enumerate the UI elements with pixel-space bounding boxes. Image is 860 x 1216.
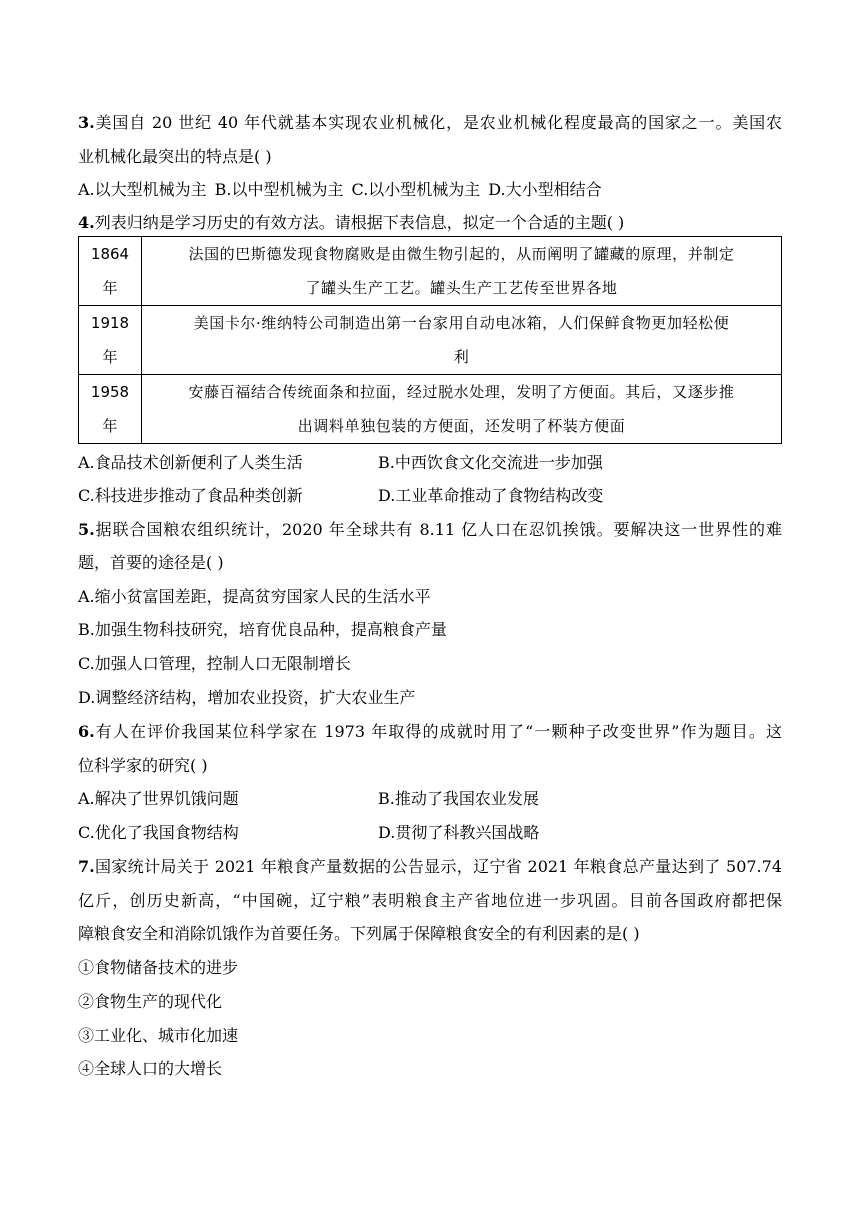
question-4-option-d: D.工业革命推动了食物结构改变 [378, 486, 604, 505]
description-line-1: 美国卡尔·维纳特公司制造出第一台家用自动电冰箱，人们保鲜食物更加轻松便 [193, 314, 730, 332]
question-3-stem-line-2: 业机械化最突出的特点是( ) [78, 147, 272, 166]
question-4-stem [78, 213, 782, 233]
question-6-option-d: D.贯彻了科教兴国战略 [378, 823, 540, 842]
question-7-stem-line-3: 障粮食安全和消除饥饿作为首要任务。下列属于保障粮食安全的有利因素的是( ) [78, 924, 640, 943]
question-4-text: 列表归纳是学习历史的有效方法。请根据下表信息，拟定一个合适的主题( ) [94, 213, 625, 232]
description-line-1: 法国的巴斯德发现食物腐败是由微生物引起的，从而阐明了罐藏的原理，并制定 [188, 245, 735, 263]
question-3-stem-line-1 [78, 113, 782, 133]
question-7-item-4: ④全球人口的大增长 [78, 1059, 223, 1078]
question-3-options [78, 180, 782, 200]
question-7-item-1: ①食物储备技术的进步 [78, 958, 239, 977]
year-number: 1864 [90, 245, 130, 263]
question-7-text-1: 国家统计局关于 2021 年粮食产量数据的公告显示，辽宁省 2021 年粮食总产量达到了 507.74 [94, 857, 782, 876]
question-3-number: 3. [78, 113, 95, 132]
question-6-text-1: 有人在评价我国某位科学家在 1973 年取得的成就时用了“一颗种子改变世界”作为题目。这 [94, 722, 782, 741]
question-6-number: 6. [78, 722, 95, 741]
description-line-2: 了罐头生产工艺。罐头生产工艺传至世界各地 [305, 279, 618, 297]
question-4-options-row-1 [78, 453, 782, 473]
question-6-stem-line-1 [78, 722, 782, 742]
question-5-stem-line-1 [78, 520, 782, 540]
table-year-cell [79, 237, 142, 306]
history-info-table [78, 236, 782, 444]
table-row [79, 375, 782, 444]
table-year-cell [79, 306, 142, 375]
table-year-cell [79, 375, 142, 444]
year-unit: 年 [102, 279, 118, 297]
table-description-cell [142, 237, 782, 306]
question-4-options-row-2 [78, 486, 782, 506]
question-5-stem-line-2: 题，首要的途径是( ) [78, 553, 224, 572]
description-line-1: 安藤百福结合传统面条和拉面，经过脱水处理，发明了方便面。其后，又逐步推 [188, 383, 735, 401]
year-unit: 年 [102, 417, 118, 435]
table-description-cell [142, 306, 782, 375]
question-3-option-b: B.以中型机械为主 [214, 180, 344, 199]
question-6-option-b: B.推动了我国农业发展 [378, 789, 539, 808]
question-5-option-b: B.加强生物科技研究，培育优良品种，提高粮食产量 [78, 620, 447, 639]
question-7-item-2: ②食物生产的现代化 [78, 992, 223, 1011]
question-6-option-a: A.解决了世界饥饿问题 [78, 789, 239, 808]
question-3-option-c: C.以小型机械为主 [351, 180, 481, 199]
question-3-option-a: A.以大型机械为主 [78, 180, 207, 199]
question-6-options-row-1 [78, 789, 782, 809]
question-7-stem-line-2: 亿斤，创历史新高，“中国碗，辽宁粮”表明粮食主产省地位进一步巩固。目前各国政府都把保 [78, 891, 782, 910]
question-4-option-c: C.科技进步推动了食品种类创新 [78, 486, 303, 505]
question-4-option-b: B.中西饮食文化交流进一步加强 [378, 453, 603, 472]
question-5-option-d: D.调整经济结构，增加农业投资，扩大农业生产 [78, 688, 416, 707]
question-3-option-d: D.大小型相结合 [488, 180, 602, 199]
table-row [79, 306, 782, 375]
description-line-2: 出调料单独包装的方便面，还发明了杯装方便面 [297, 417, 626, 435]
year-unit: 年 [102, 348, 118, 366]
question-4-number: 4. [78, 213, 95, 232]
year-number: 1918 [90, 314, 130, 332]
year-number: 1958 [90, 383, 130, 401]
question-3-text-1: 美国自 20 世纪 40 年代就基本实现农业机械化，是农业机械化程度最高的国家之一。美国农 [94, 113, 782, 132]
question-7-number: 7. [78, 857, 95, 876]
question-4-option-a: A.食品技术创新便利了人类生活 [78, 453, 303, 472]
question-6-options-row-2 [78, 823, 782, 843]
question-7-item-3: ③工业化、城市化加速 [78, 1026, 239, 1045]
question-5-number: 5. [78, 520, 95, 539]
question-6-option-c: C.优化了我国食物结构 [78, 823, 239, 842]
question-7-stem-line-1 [78, 857, 782, 877]
question-6-stem-line-2: 位科学家的研究( ) [78, 756, 208, 775]
table-description-cell [142, 375, 782, 444]
question-5-text-1: 据联合国粮农组织统计，2020 年全球共有 8.11 亿人口在忍饥挨饿。要解决这一世界性的难 [94, 520, 782, 539]
description-line-2: 利 [453, 348, 470, 366]
table-row [79, 237, 782, 306]
question-5-option-c: C.加强人口管理，控制人口无限制增长 [78, 654, 351, 673]
question-5-option-a: A.缩小贫富国差距，提高贫穷国家人民的生活水平 [78, 587, 431, 606]
